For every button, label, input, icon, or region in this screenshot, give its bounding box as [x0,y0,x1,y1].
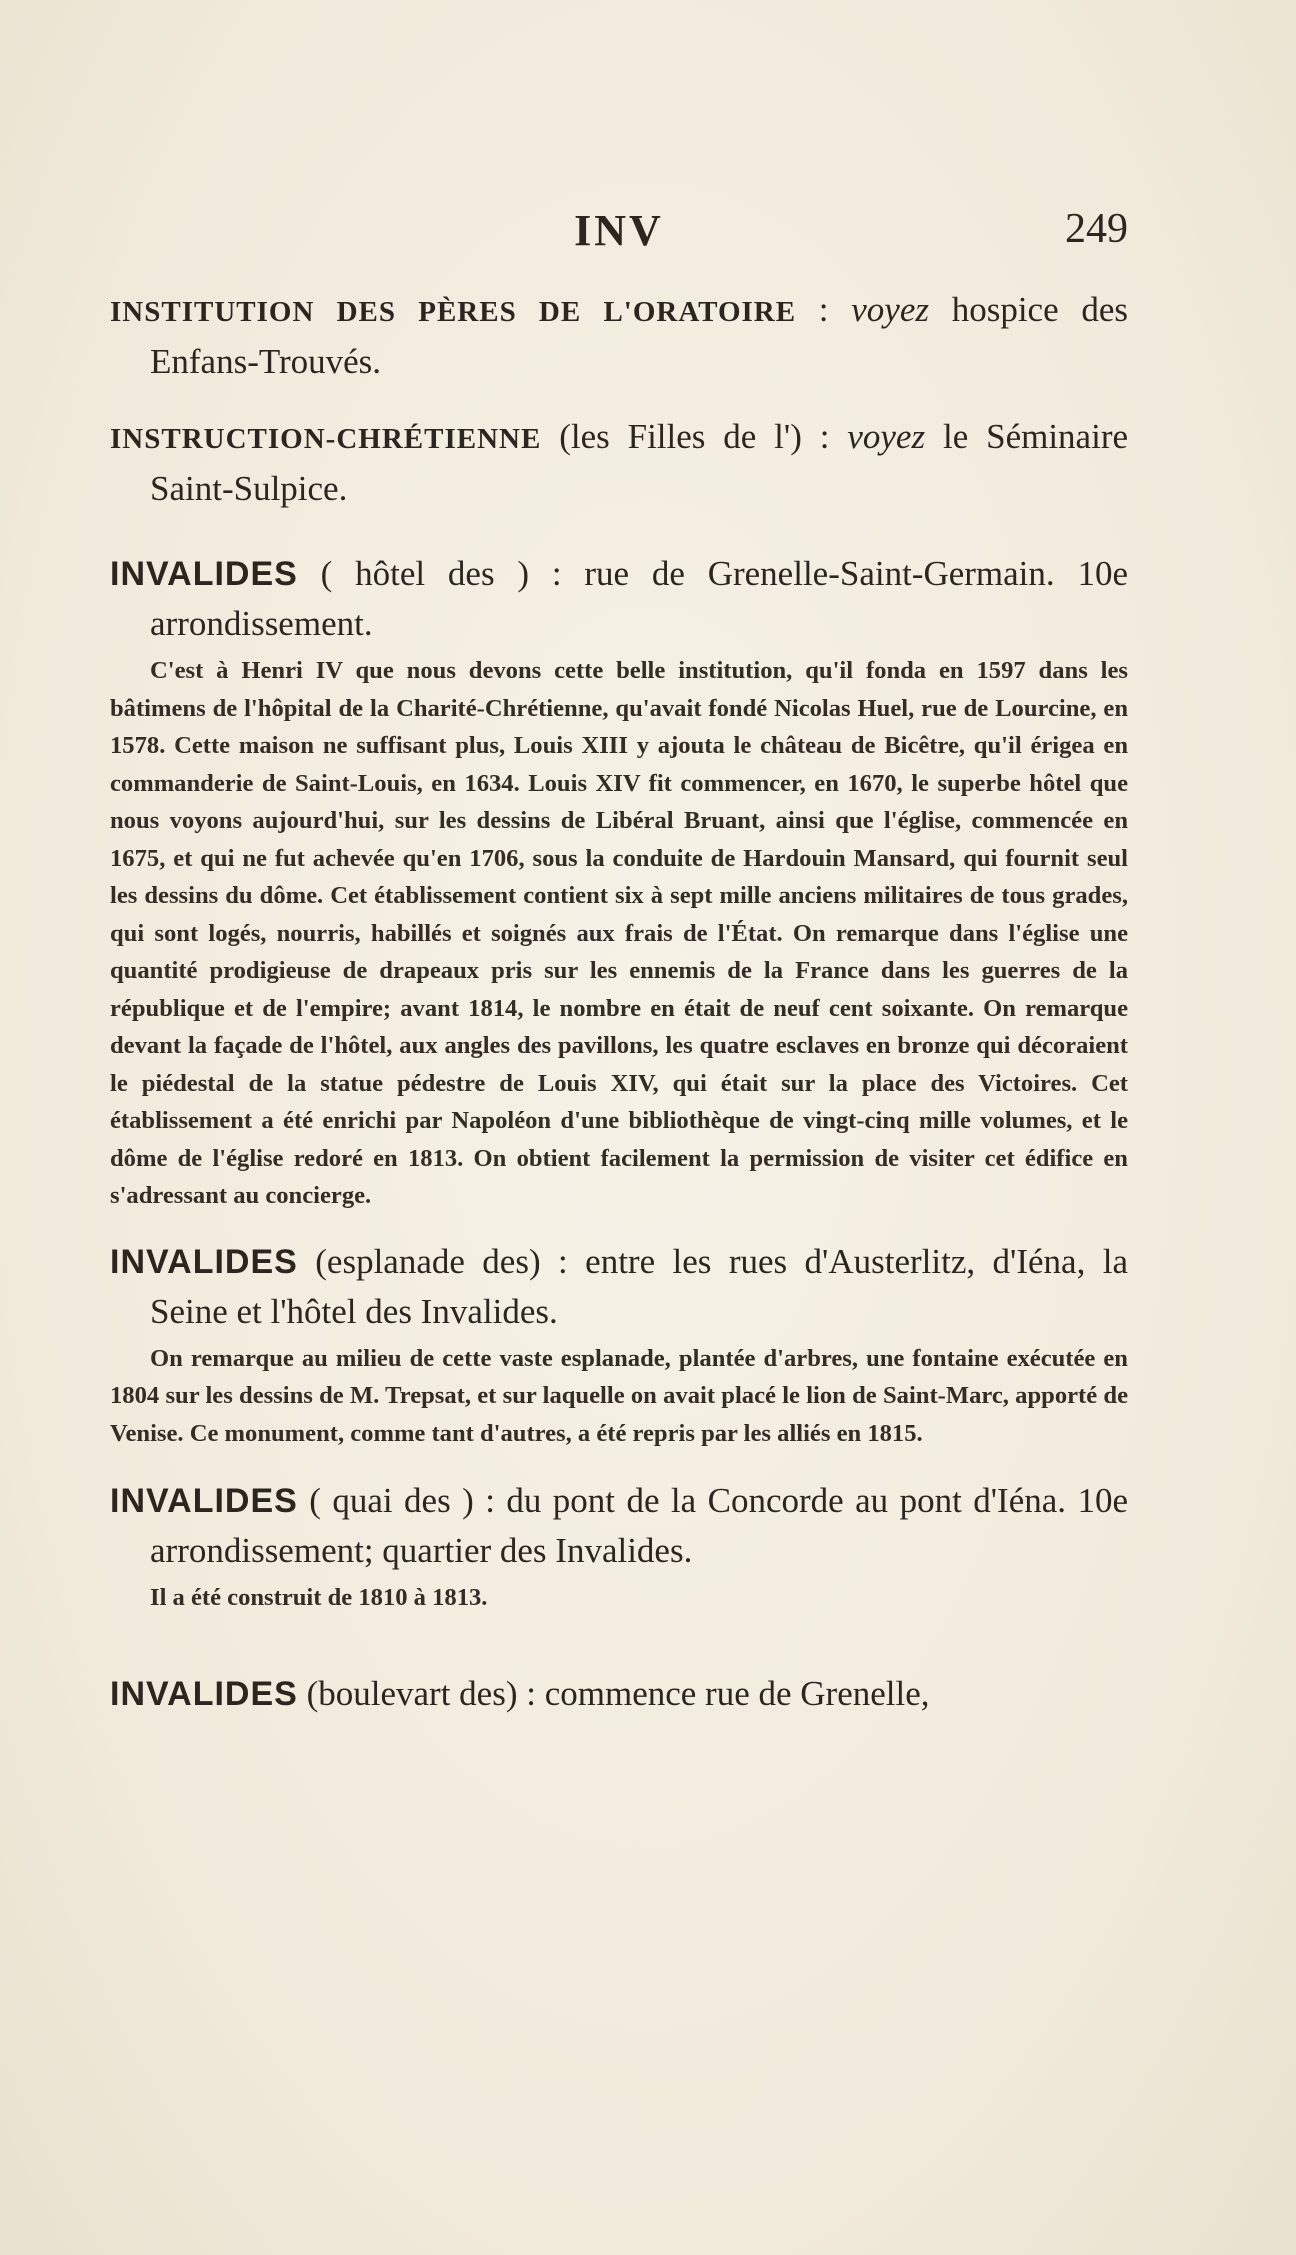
entry-body: On remarque au milieu de cette vaste esplanade, plantée d'arbres, une fontaine exécutée en 1804 sur les dessins de M. Trepsat, et sur laquelle on avait placé le lion de Saint-Marc, apporté de Venise. Ce monument, comme tant d'autres, a été repris par les alliés en 1815. [110,1344,1128,1447]
entry-reference: voyez [847,417,926,456]
entry-term: INVALIDES [110,1482,298,1520]
entry-text: ( hôtel des ) : rue de Grenelle-Saint-Germain. 10e arrondissement. [150,554,1128,643]
entry-qualifier: (les Filles de l') : [541,417,848,456]
entry-text: hospice des Enfans-Trouvés. [150,290,1128,381]
entry-heading [110,1476,1128,1575]
entry-reference: voyez [851,290,929,329]
entry-instruction-chretienne [110,412,1128,513]
entry-invalides-boulevart [110,1669,1128,1719]
entry-heading [110,1669,1128,1719]
entry-term: INVALIDES [110,1242,298,1281]
entry-separator: : [796,290,852,329]
entry-text: (boulevart des) : commence rue de Grenelle, [297,1673,930,1713]
entry-body: Il a été construit de 1810 à 1813. [150,1584,488,1611]
entry-invalides-quai [110,1476,1128,1617]
entry-term: INSTITUTION DES PÈRES DE L'ORATOIRE [110,296,797,328]
running-head [110,205,1128,265]
entry-heading [110,412,1128,513]
dictionary-content [110,285,1128,1719]
entry-term: INSTRUCTION-CHRÉTIENNE [110,423,542,455]
entry-text: ( quai des ) : du pont de la Concorde au pont d'Iéna. 10e arrondissement; quartier des Invalides. [150,1481,1128,1570]
entry-body: C'est à Henri IV que nous devons cette belle institution, qu'il fonda en 1597 dans les bâtimens de l'hôpital de la Charité-Chrétienne, qu'avait fondé Nicolas Huel, rue de Lourcine, en 1578. Cette maison ne suffisant plus, Louis XIII y ajouta le château de Bicêtre, qu'il érigea en commanderie de Saint-Louis, en 1634. Louis XIV fit commencer, en 1670, le superbe hôtel que nous voyons aujourd'hui, sur les dessins de Libéral Bruant, ainsi que l'église, commencée en 1675, et qui ne fut achevée qu'en 1706, sous la conduite de Hardouin Mansard, qui fournit seul les dessins du dôme. Cet établissement contient six à sept mille anciens militaires de tous grades, qui sont logés, nourris, habillés et soignés aux frais de l'État. On remarque dans l'église une quantité prodigieuse de drapeaux pris sur les ennemis de la France dans les guerres de la république et de l'empire; avant 1814, le nombre en était de neuf cent soixante. On remarque devant la façade de l'hôtel, aux angles des pavillons, les quatre esclaves en bronze qui décoraient le piédestal de la statue pédestre de Louis XIV, qui était sur la place des Victoires. Cet établissement a été enrichi par Napoléon d'une bibliothèque de vingt-cinq mille volumes, et le dôme de l'église redoré en 1813. On obtient facilement la permission de visiter cet édifice en s'adressant au concierge. [110,657,1128,1209]
entry-invalides-hotel [110,549,1128,1215]
entry-heading [110,285,1128,386]
entry-text: le Séminaire Saint-Sulpice. [150,417,1129,508]
entry-term: INVALIDES [110,555,298,593]
entry-institution-oratoire [110,285,1128,386]
entry-heading [110,549,1128,648]
entry-text: (esplanade des) : entre les rues d'Austerlitz, d'Iéna, la Seine et l'hôtel des Invalides. [150,1241,1128,1331]
page-number: 249 [1065,206,1128,252]
entry-invalides-esplanade [110,1237,1128,1453]
running-head-title: INV [574,206,664,255]
entry-term: INVALIDES [110,1674,298,1713]
entry-heading [110,1237,1128,1336]
